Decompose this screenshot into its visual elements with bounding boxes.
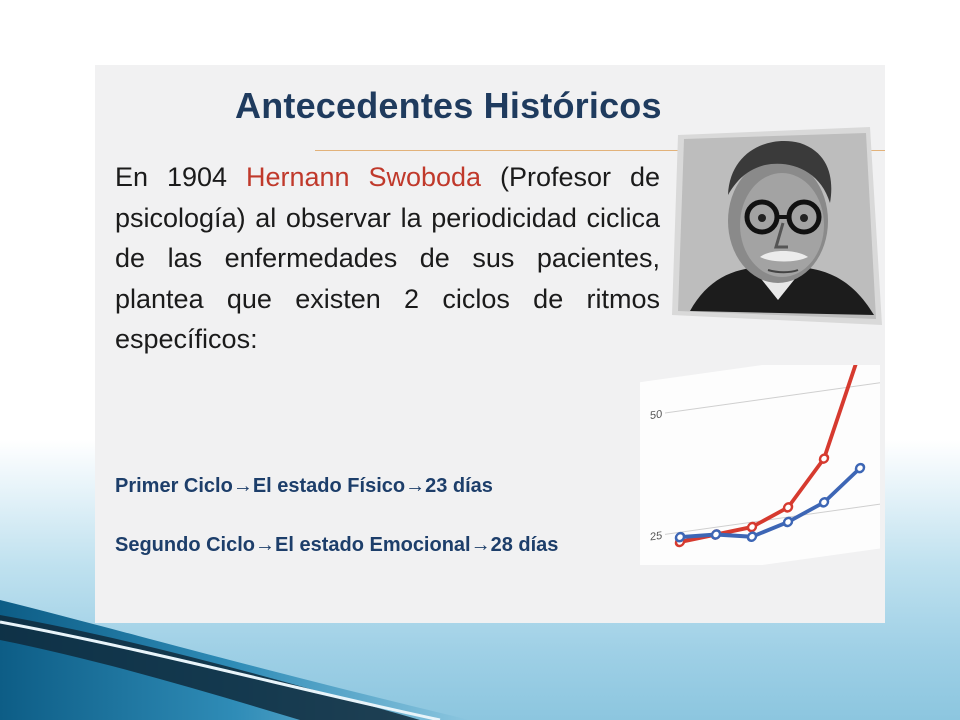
intro-paragraph: [115, 157, 660, 360]
content-panel: [95, 65, 885, 623]
person-name: Hernann Swoboda: [245, 162, 482, 192]
chart-point-series-1: [748, 522, 756, 531]
intro-text-start: En 1904: [115, 162, 246, 192]
chart-point-series-2: [820, 498, 828, 507]
cycle-item-physical: Primer Ciclo→El estado Físico→23 días: [115, 475, 493, 497]
chart-point-series-2: [676, 533, 684, 542]
chart-y-tick-label: 25: [650, 529, 663, 544]
portrait-photo: [670, 125, 885, 333]
chart-point-series-2: [712, 530, 720, 539]
chart-point-series-1: [784, 503, 792, 512]
chart-y-tick-label: 50: [650, 408, 663, 423]
rhythm-line-chart: [620, 365, 885, 565]
chart-point-series-2: [856, 464, 864, 473]
slide-title: Antecedentes Históricos: [235, 85, 662, 126]
chart-point-series-2: [748, 532, 756, 541]
chart-point-series-1: [820, 454, 828, 463]
intro-text-rest: (Profesor de psicología) al observar la periodicidad ciclica de las enfermedades de sus pacientes, plantea que existen 2 ciclos de ritmos específicos:: [115, 162, 660, 354]
chart-point-series-2: [784, 517, 792, 526]
cycle-item-emotional: Segundo Ciclo→El estado Emocional→28 días: [115, 534, 559, 556]
